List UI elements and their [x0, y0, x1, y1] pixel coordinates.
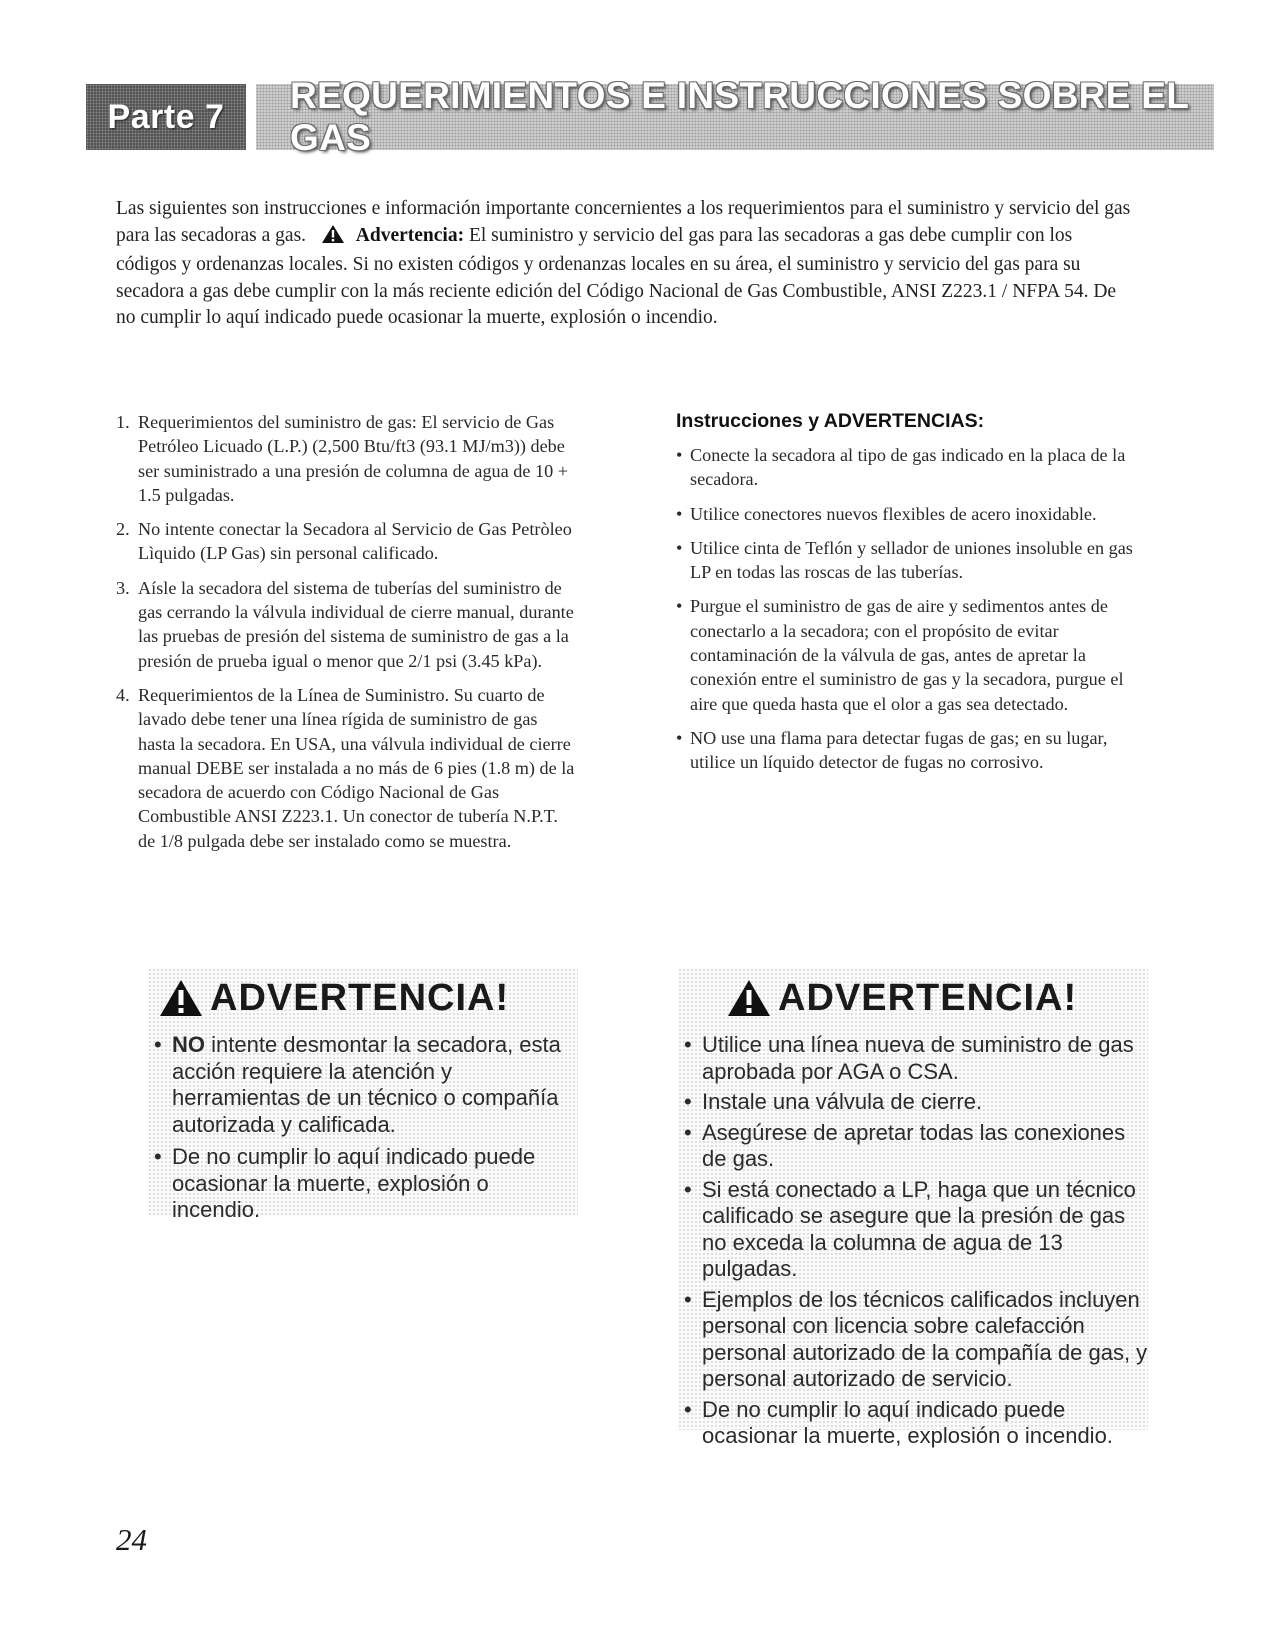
item-text: Utilice una línea nueva de suministro de gas aprobada por AGA o CSA.	[702, 1032, 1134, 1084]
list-item	[676, 502, 1136, 526]
item-text: Requerimientos de la Línea de Suministro. Su cuarto de lavado debe tener una línea rígida de suministro de gas hasta la secadora. En USA, una válvula individual de cierre manual DEBE ser instalada a no más de 6 pies (1.8 m) de la secadora de acuerdo con Código Nacional de Gas Combustible ANSI Z223.1. Un conector de tubería N.P.T. de 1/8 pulgada debe ser instalado como se muestra.	[138, 684, 575, 851]
list-item	[682, 1177, 1148, 1283]
item-text: Ejemplos de los técnicos calificados incluyen personal con licencia sobre calefacción personal autorizado de la compañía de gas, y personal autorizado de servicio.	[702, 1286, 1148, 1391]
item-text: intente desmontar la secadora, esta acción requiere la atención y herramientas de un técnico o compañía autorizada y calificada.	[172, 1032, 561, 1137]
warning-triangle-icon	[321, 224, 345, 253]
item-number: 1.	[116, 412, 130, 432]
instructions-list	[676, 443, 1136, 775]
item-number: 4.	[116, 684, 130, 705]
bullet: •	[684, 1176, 692, 1202]
item-text: NO use una flama para detectar fugas de gas; en su lugar, utilice un líquido detector de fugas no corrosivo.	[690, 727, 1108, 773]
part-label: Parte 7	[86, 84, 246, 150]
item-text: Utilice cinta de Teflón y sellador de uniones insoluble en gas LP en todas las roscas de las tuberías.	[690, 537, 1133, 583]
list-item	[676, 536, 1136, 585]
list-item	[152, 1144, 578, 1224]
list-item	[676, 726, 1136, 775]
item-text: De no cumplir lo aquí indicado puede ocasionar la muerte, explosión o incendio.	[702, 1396, 1113, 1448]
list-item	[682, 1120, 1148, 1173]
warning-list	[148, 1032, 578, 1224]
list-item	[676, 594, 1136, 715]
item-text: Purgue el suministro de gas de aire y sedimentos antes de conectarlo a la secadora; con el propósito de evitar contaminación de la válvula de gas, antes de apretar la conexión entre el suministro de gas y la secadora, purgue el aire que queda hasta que el olor a gas sea detectado.	[690, 596, 1124, 714]
instructions-section	[676, 410, 1136, 785]
warning-bold-lead: NO	[172, 1032, 205, 1057]
bullet: •	[676, 503, 683, 524]
bullet: •	[684, 1089, 692, 1114]
warning-title-text: ADVERTENCIA!	[210, 976, 510, 1019]
warning-box-left	[148, 968, 578, 1222]
item-number: 3.	[116, 577, 130, 598]
bullet: •	[684, 1119, 692, 1145]
warning-triangle-icon	[726, 978, 772, 1018]
intro-warning-text: El suministro y servicio del gas para las secadoras a gas debe cumplir con los códigos y ordenanzas locales. Si no existen códigos y ordenanzas locales en su área, el suministro y servicio del gas para su secadora a gas debe cumplir con la más reciente edición del Código Nacional de Gas Combustible, ANSI Z223.1 / NFPA 54. De no cumplir lo aquí indicado puede ocasionar la muerte, explosión o incendio.	[116, 224, 1117, 328]
list-item	[682, 1032, 1148, 1085]
bullet: •	[684, 1396, 692, 1422]
intro-text: Las siguientes son instrucciones e información importante concernientes a los requerimientos para el suministro y servicio del gas para las secadoras a gas.	[116, 198, 1131, 246]
bullet: •	[676, 537, 683, 558]
item-text: Requerimientos del suministro de gas: El servicio de Gas Petróleo Licuado (L.P.) (2,500 Btu/ft3 (93.1 MJ/m3)) debe ser suministrado a una presión de columna de agua de 10 + 1.5 pulgadas.	[138, 412, 568, 505]
list-item	[152, 1032, 578, 1138]
item-number: 2.	[116, 519, 130, 540]
warning-title	[678, 976, 1148, 1020]
section-header	[86, 75, 1214, 158]
bullet: •	[676, 596, 683, 617]
warning-triangle-icon	[158, 978, 204, 1018]
item-text: Utilice conectores nuevos flexibles de acero inoxidable.	[690, 503, 1097, 524]
item-text: De no cumplir lo aquí indicado puede ocasionar la muerte, explosión o incendio.	[172, 1144, 536, 1222]
list-item	[676, 443, 1136, 492]
bullet: •	[676, 445, 683, 465]
bullet: •	[684, 1286, 692, 1312]
list-item	[682, 1287, 1148, 1393]
warning-title	[148, 976, 578, 1020]
list-item	[116, 517, 576, 566]
item-text: Conecte la secadora al tipo de gas indicado en la placa de la secadora.	[690, 445, 1126, 490]
item-text: Asegúrese de apretar todas las conexiones de gas.	[702, 1119, 1126, 1171]
gas-requirements-list	[116, 410, 576, 863]
bullet: •	[684, 1032, 692, 1057]
warning-box-right	[678, 968, 1148, 1448]
item-text: No intente conectar la Secadora al Servicio de Gas Petròleo Lìquido (LP Gas) sin personal calificado.	[138, 519, 572, 564]
list-item	[116, 683, 576, 853]
instructions-heading: Instrucciones y ADVERTENCIAS:	[676, 410, 985, 432]
page-number: 24	[116, 1522, 147, 1557]
bullet: •	[154, 1032, 162, 1057]
list-item	[682, 1089, 1148, 1116]
intro-paragraph	[116, 196, 1136, 332]
warning-list	[678, 1032, 1148, 1450]
item-text: Aísle la secadora del sistema de tuberías del suministro de gas cerrando la válvula individual de cierre manual, durante las pruebas de presión del sistema de suministro de gas a la presión de prueba igual o menor que 2/1 psi (3.45 kPa).	[138, 577, 574, 671]
section-title: REQUERIMIENTOS E INSTRUCCIONES SOBRE EL GAS	[256, 84, 1214, 150]
warning-title-text: ADVERTENCIA!	[778, 976, 1078, 1019]
list-item	[682, 1397, 1148, 1450]
list-item	[116, 410, 576, 507]
bullet: •	[676, 727, 683, 748]
list-item	[116, 576, 576, 673]
bullet: •	[154, 1144, 162, 1169]
item-text: Si está conectado a LP, haga que un técnico calificado se asegure que la presión de gas no exceda la columna de agua de 13 pulgadas.	[702, 1176, 1136, 1281]
item-text: Instale una válvula de cierre.	[702, 1089, 983, 1114]
intro-warning-label: Advertencia:	[355, 224, 465, 246]
